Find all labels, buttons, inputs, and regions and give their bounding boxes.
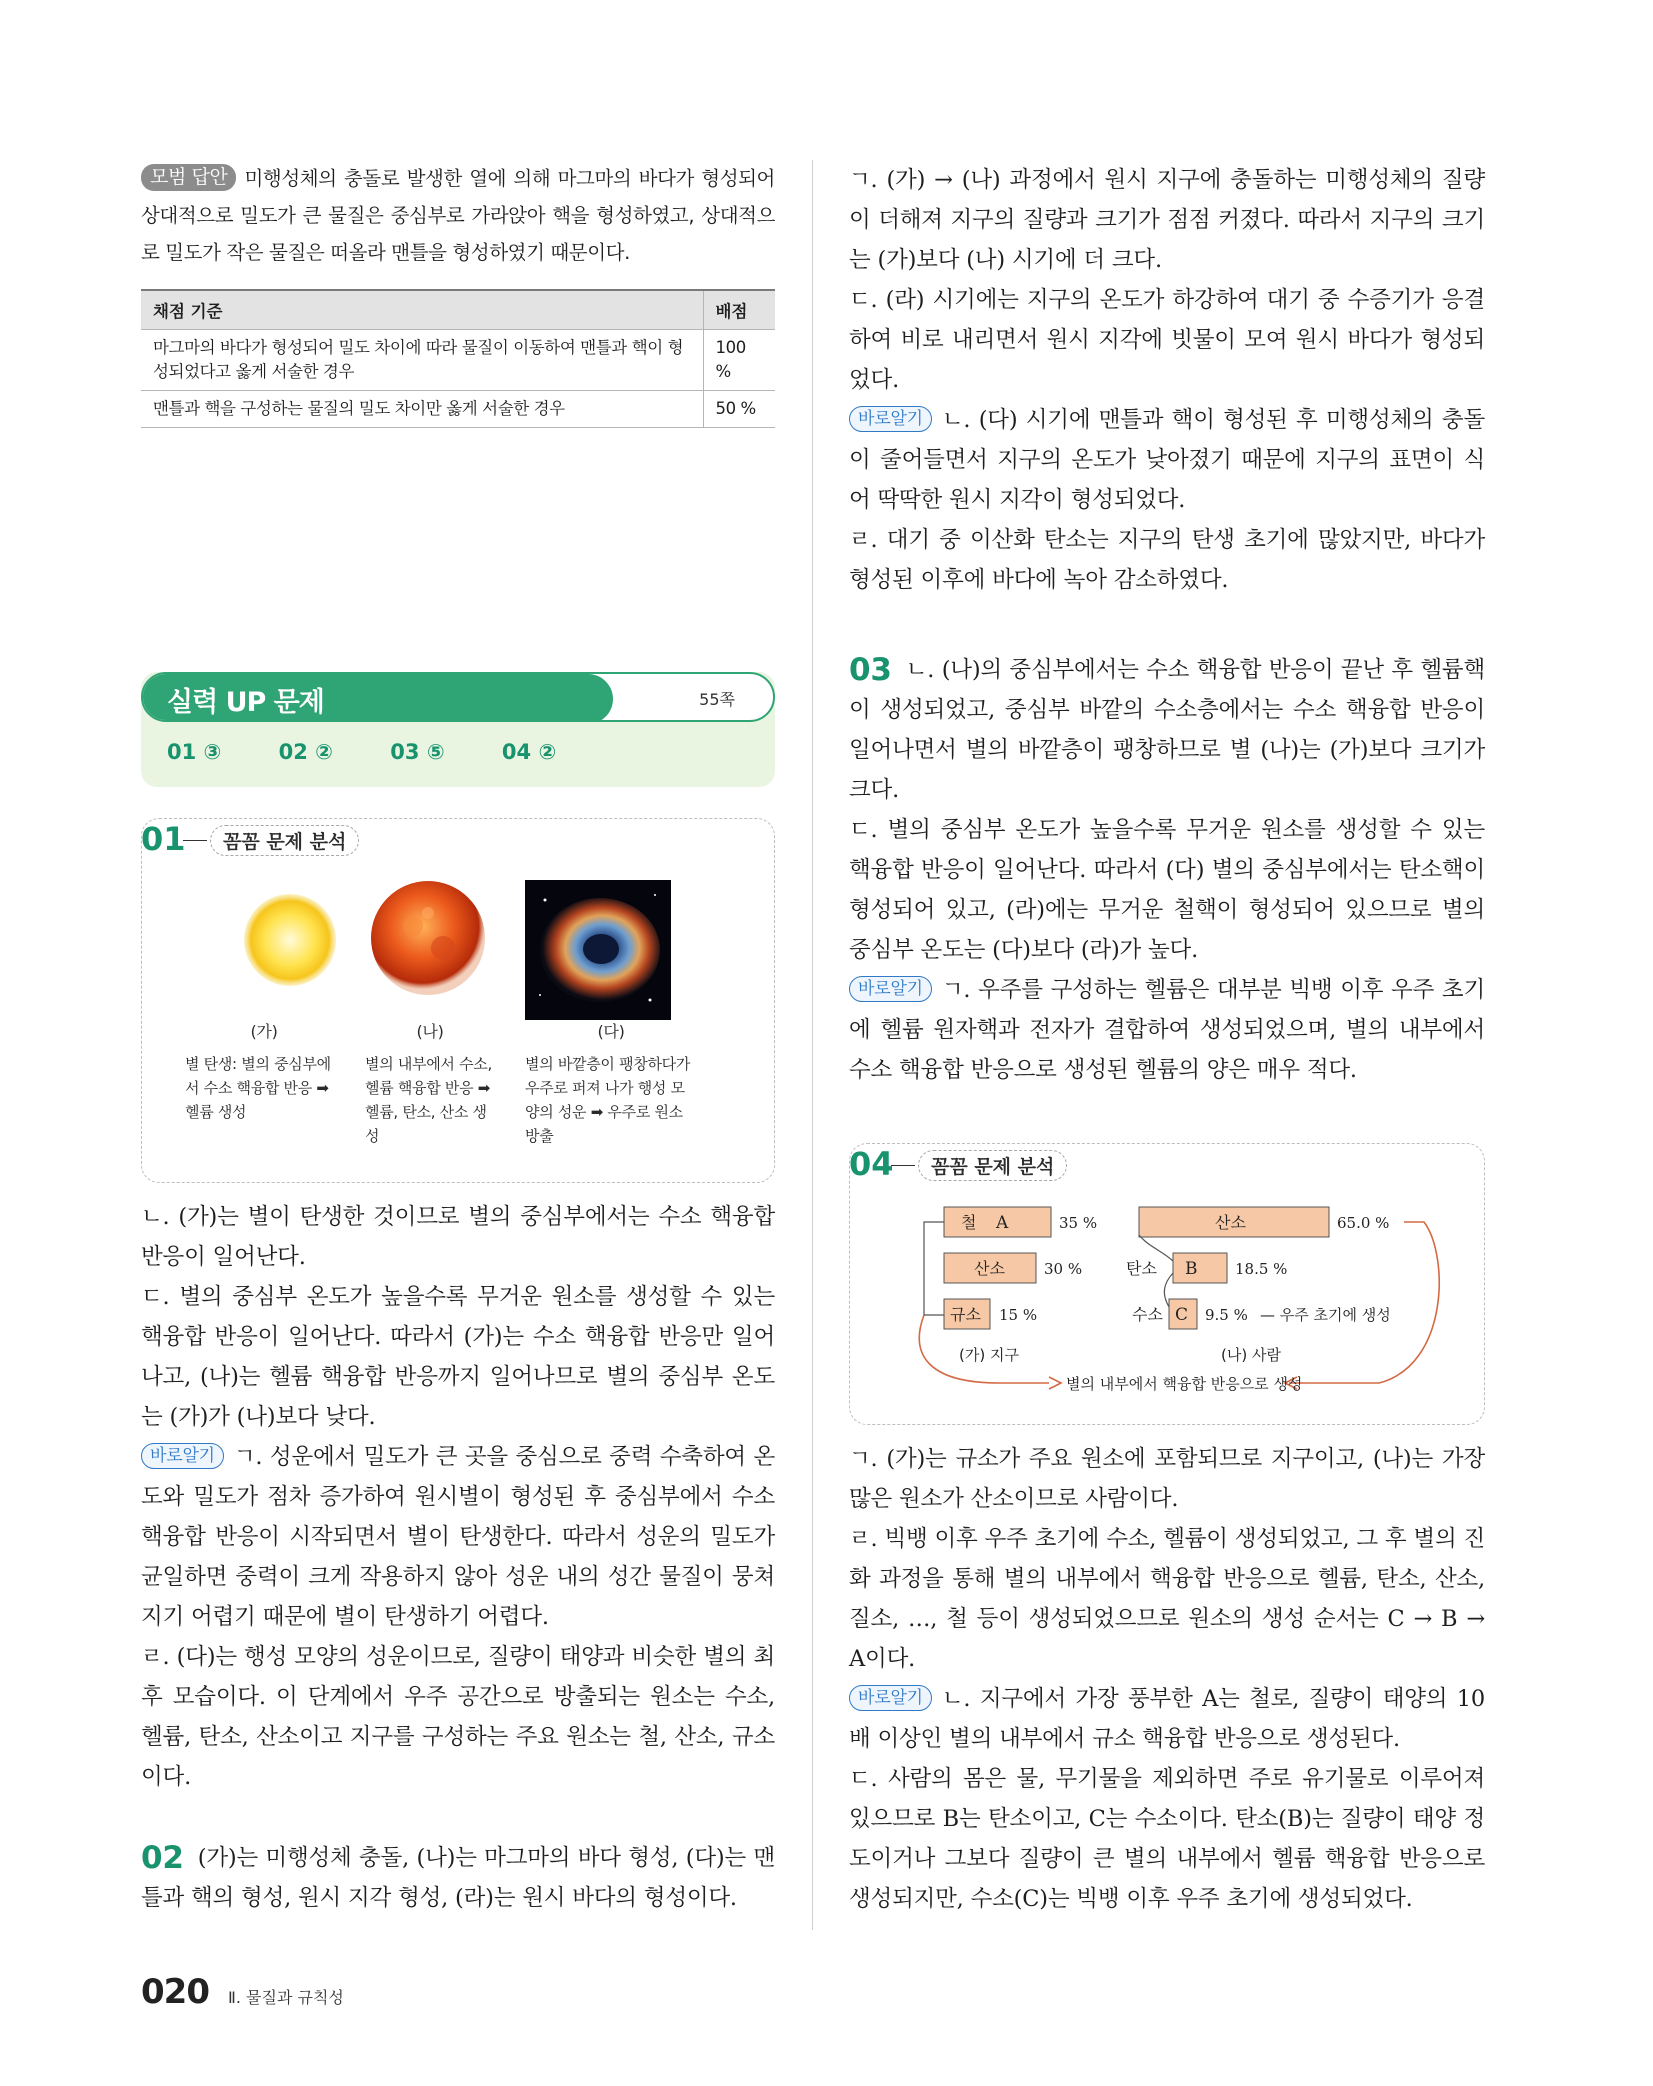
fig-c-text: 별의 바깥층이 팽창하다가 우주로 퍼져 나가 행성 모양의 성운 ➡ 우주로 원소 방출 bbox=[525, 1055, 691, 1145]
arrowhead bbox=[1049, 1377, 1061, 1389]
bar-value: 9.5 % bbox=[1205, 1306, 1248, 1324]
wrong-answer-tag: 바로알기 bbox=[849, 976, 932, 1002]
bar-label: 탄소 bbox=[1126, 1259, 1157, 1278]
answer-item: 02 ② bbox=[278, 740, 333, 764]
bar-value: 35 % bbox=[1059, 1214, 1098, 1232]
wrong-answer-tag: 바로알기 bbox=[849, 406, 932, 432]
answer-item: 04 ② bbox=[501, 740, 557, 764]
q02-text: (가)는 미행성체 충돌, (나)는 마그마의 바다 형성, (다)는 맨틀과 핵의 형성, 원시 지각 형성, (라)는 원시 바다의 형성이다. bbox=[141, 1845, 775, 1911]
fig-b-text: 별의 내부에서 수소, 헬륨 핵융합 반응 ➡ 헬륨, 탄소, 산소 생성 bbox=[365, 1055, 492, 1145]
q02-cont-para-1: ㄱ. (가) → (나) 과정에서 원시 지구에 충돌하는 미행성체의 질량이 더해져 지구의 질량과 크기가 점점 커졌다. 따라서 지구의 크기는 (가)보다 (나) 시기에 더 크다. bbox=[849, 167, 1485, 273]
answer-item: 03 ⑤ bbox=[390, 740, 445, 764]
bar-value: 30 % bbox=[1044, 1260, 1083, 1278]
bar-label: 규소 bbox=[950, 1305, 981, 1324]
wrong-answer-tag: 바로알기 bbox=[141, 1443, 224, 1469]
q01-para-1: ㄴ. (가)는 별이 탄생한 것이므로 별의 중심부에서는 수소 핵융합 반응이 일어난다. bbox=[141, 1204, 775, 1270]
table-row bbox=[141, 391, 775, 428]
q03-para-1: ㄴ. (나)의 중심부에서는 수소 핵융합 반응이 끝난 후 헬륨핵이 생성되었고, 중심부 바깥의 수소층에서는 수소 핵융합 반응이 일어나면서 별의 바깥층이 팽창하므로 별 (나)는 (가)보다 크기가 크다. bbox=[849, 657, 1485, 803]
q01-number: 01 bbox=[141, 820, 186, 858]
q04-para-2: ㄹ. 빅뱅 이후 우주 초기에 수소, 헬륨이 생성되었고, 그 후 별의 진화 과정을 통해 별의 내부에서 핵융합 반응으로 헬륨, 탄소, 산소, 질소, …, 철 등이 생성되었으므로 원소의 생성 순서는 C → B → A이다. bbox=[849, 1526, 1485, 1672]
scoring-header-points: 배점 bbox=[703, 290, 775, 330]
left-column bbox=[141, 160, 775, 428]
q01-para-2: ㄷ. 별의 중심부 온도가 높을수록 무거운 원소를 생성할 수 있는 핵융합 반응이 일어난다. 따라서 (가)는 수소 핵융합 반응만 일어나고, (나)는 헬륨 핵융합 반응까지 일어나므로 별의 중심부 온도는 (가)가 (나)보다 낮다. bbox=[141, 1284, 775, 1430]
bar-label: 산소 bbox=[1215, 1213, 1246, 1232]
fig-b-caption bbox=[365, 1020, 495, 1148]
scoring-table bbox=[141, 289, 775, 428]
q03-para-2: ㄷ. 별의 중심부 온도가 높을수록 무거운 원소를 생성할 수 있는 핵융합 반응이 일어난다. 따라서 (다) 별의 중심부에서는 탄소핵이 형성되어 있고, (라)에는 무거운 철핵이 형성되어 있으므로 별의 중심부 온도는 (다)보다 (라)가 높다. bbox=[849, 817, 1485, 963]
nucleosynthesis-note: 별의 내부에서 핵융합 반응으로 생성 bbox=[1066, 1375, 1303, 1393]
wrong-answer-tag: 바로알기 bbox=[849, 1685, 932, 1711]
earth-bracket bbox=[924, 1222, 944, 1315]
model-answer-text: 미행성체의 충돌로 발생한 열에 의해 마그마의 바다가 형성되어 상대적으로 밀도가 큰 물질은 중심부로 가라앉아 핵을 형성하였고, 상대적으로 밀도가 작은 물질은 떠올라 맨틀을 형성하였기 때문이다. bbox=[141, 167, 775, 264]
bar-label: 수소 bbox=[1132, 1305, 1163, 1324]
fig-a-caption bbox=[185, 1020, 343, 1124]
up-problem-title: 실력 UP 문제 bbox=[167, 687, 324, 718]
scoring-points: 100 % bbox=[703, 330, 775, 391]
q02-cont-para-4: ㄹ. 대기 중 이산화 탄소는 지구의 탄생 초기에 많았지만, 바다가 형성된 이후에 바다에 녹아 감소하였다. bbox=[849, 527, 1485, 593]
q02-cont-para-2: ㄷ. (라) 시기에는 지구의 온도가 하강하여 대기 중 수증기가 응결하여 비로 내리면서 원시 지각에 빗물이 모여 원시 바다가 형성되었다. bbox=[849, 287, 1485, 393]
q02-number: 02 bbox=[141, 1840, 184, 1876]
fig-c-caption bbox=[525, 1020, 697, 1148]
return-arrow-right bbox=[1289, 1222, 1439, 1383]
scoring-points: 50 % bbox=[703, 391, 775, 428]
early-universe-note: — 우주 초기에 생성 bbox=[1260, 1306, 1391, 1324]
q02-cont-para-3: ㄴ. (다) 시기에 맨틀과 핵이 형성된 후 미행성체의 충돌이 줄어들면서 지구의 온도가 낮아졌기 때문에 지구의 표면이 식어 딱딱한 원시 지각이 형성되었다. bbox=[849, 407, 1485, 513]
q01-explanation bbox=[141, 1197, 775, 1797]
q04-number: 04 bbox=[849, 1145, 894, 1183]
q03-number: 03 bbox=[849, 652, 892, 688]
earth-bars bbox=[944, 1207, 1097, 1364]
red-giant-image bbox=[368, 878, 488, 998]
up-problem-box bbox=[141, 672, 775, 787]
model-answer-tag: 모범 답안 bbox=[141, 164, 236, 191]
bar-value: 65.0 % bbox=[1337, 1214, 1390, 1232]
fig-a-label: (가) bbox=[250, 1022, 278, 1041]
link-oxygen-carbon bbox=[1139, 1235, 1173, 1261]
q01-analysis-tag: 꼼꼼 문제 분석 bbox=[210, 825, 359, 856]
sun-star-image bbox=[240, 890, 340, 990]
bar-value: 18.5 % bbox=[1235, 1260, 1288, 1278]
bar-value: 15 % bbox=[999, 1306, 1038, 1324]
page-number: 020 bbox=[141, 1972, 209, 2012]
q02-explanation bbox=[141, 1838, 775, 1918]
bar-human-carbon bbox=[1173, 1253, 1227, 1283]
bar-letter: A bbox=[996, 1213, 1009, 1233]
fig-a-text: 별 탄생: 별의 중심부에서 수소 핵융합 반응 ➡ 헬륨 생성 bbox=[185, 1055, 331, 1121]
earth-label: (가) 지구 bbox=[959, 1346, 1019, 1364]
q04-para-1: ㄱ. (가)는 규소가 주요 원소에 포함되므로 지구이고, (나)는 가장 많은 원소가 산소이므로 사람이다. bbox=[849, 1446, 1485, 1512]
planetary-nebula-image bbox=[525, 880, 671, 1020]
up-problem-page: 55쪽 bbox=[699, 690, 735, 709]
bar-letter: C bbox=[1175, 1305, 1189, 1325]
chapter-title: Ⅱ. 물질과 규칙성 bbox=[228, 1988, 344, 2007]
fig-b-label: (나) bbox=[416, 1022, 444, 1041]
scoring-criterion: 마그마의 바다가 형성되어 밀도 차이에 따라 물질이 이동하여 맨틀과 핵이 형성되었다고 옳게 서술한 경우 bbox=[141, 330, 703, 391]
model-answer bbox=[141, 160, 775, 271]
bar-label: 철 bbox=[961, 1213, 977, 1232]
q04-para-4: ㄷ. 사람의 몸은 물, 무기물을 제외하면 주로 유기물로 이루어져 있으므로 B는 탄소이고, C는 수소이다. 탄소(B)는 질량이 태양 정도이거나 그보다 질량이 큰 별의 내부에서 헬륨 핵융합 반응으로 생성되지만, 수소(C)는 빅뱅 이후 우주 초기에 생성되었다. bbox=[849, 1766, 1485, 1912]
up-problem-answers bbox=[167, 740, 606, 764]
up-problem-header bbox=[141, 672, 775, 722]
bar-label: 산소 bbox=[974, 1259, 1005, 1278]
q03-explanation bbox=[849, 650, 1485, 1090]
q04-explanation bbox=[849, 1439, 1485, 1919]
fig-c-label: (다) bbox=[597, 1022, 625, 1041]
q01-para-4: ㄹ. (다)는 행성 모양의 성운이므로, 질량이 태양과 비슷한 별의 최후 모습이다. 이 단계에서 우주 공간으로 방출되는 원소는 수소, 헬륨, 탄소, 산소이고 지구를 구성하는 주요 원소는 철, 산소, 규소이다. bbox=[141, 1644, 775, 1790]
scoring-header-criteria: 채점 기준 bbox=[141, 290, 703, 330]
right-column bbox=[849, 160, 1485, 600]
q01-para-3: ㄱ. 성운에서 밀도가 큰 곳을 중심으로 중력 수축하여 온도와 밀도가 점차 증가하여 원시별이 형성된 후 중심부에서 수소 핵융합 반응이 시작되면서 별이 탄생한다. 따라서 성운의 밀도가 균일하면 중력이 크게 작용하지 않아 성운 내의 성간 물질이 뭉쳐지기 어렵기 때문에 별이 탄생하기 어렵다. bbox=[141, 1444, 775, 1630]
element-composition-chart bbox=[849, 1195, 1485, 1415]
q03-para-3: ㄱ. 우주를 구성하는 헬륨은 대부분 빅뱅 이후 우주 초기에 헬륨 원자핵과 전자가 결합하여 생성되었으며, 별의 내부에서 수소 핵융합 반응으로 생성된 헬륨의 양은 매우 적다. bbox=[849, 977, 1485, 1083]
human-label: (나) 사람 bbox=[1221, 1346, 1281, 1364]
q04-analysis-tag: 꼼꼼 문제 분석 bbox=[918, 1150, 1067, 1181]
q04-para-3: ㄴ. 지구에서 가장 풍부한 A는 철로, 질량이 태양의 10배 이상인 별의 내부에서 규소 핵융합 반응으로 생성된다. bbox=[849, 1686, 1485, 1752]
column-divider bbox=[812, 160, 813, 1930]
answer-item: 01 ③ bbox=[167, 740, 222, 764]
scoring-criterion: 맨틀과 핵을 구성하는 물질의 밀도 차이만 옳게 서술한 경우 bbox=[141, 391, 703, 428]
table-row bbox=[141, 330, 775, 391]
bar-letter: B bbox=[1185, 1259, 1198, 1279]
